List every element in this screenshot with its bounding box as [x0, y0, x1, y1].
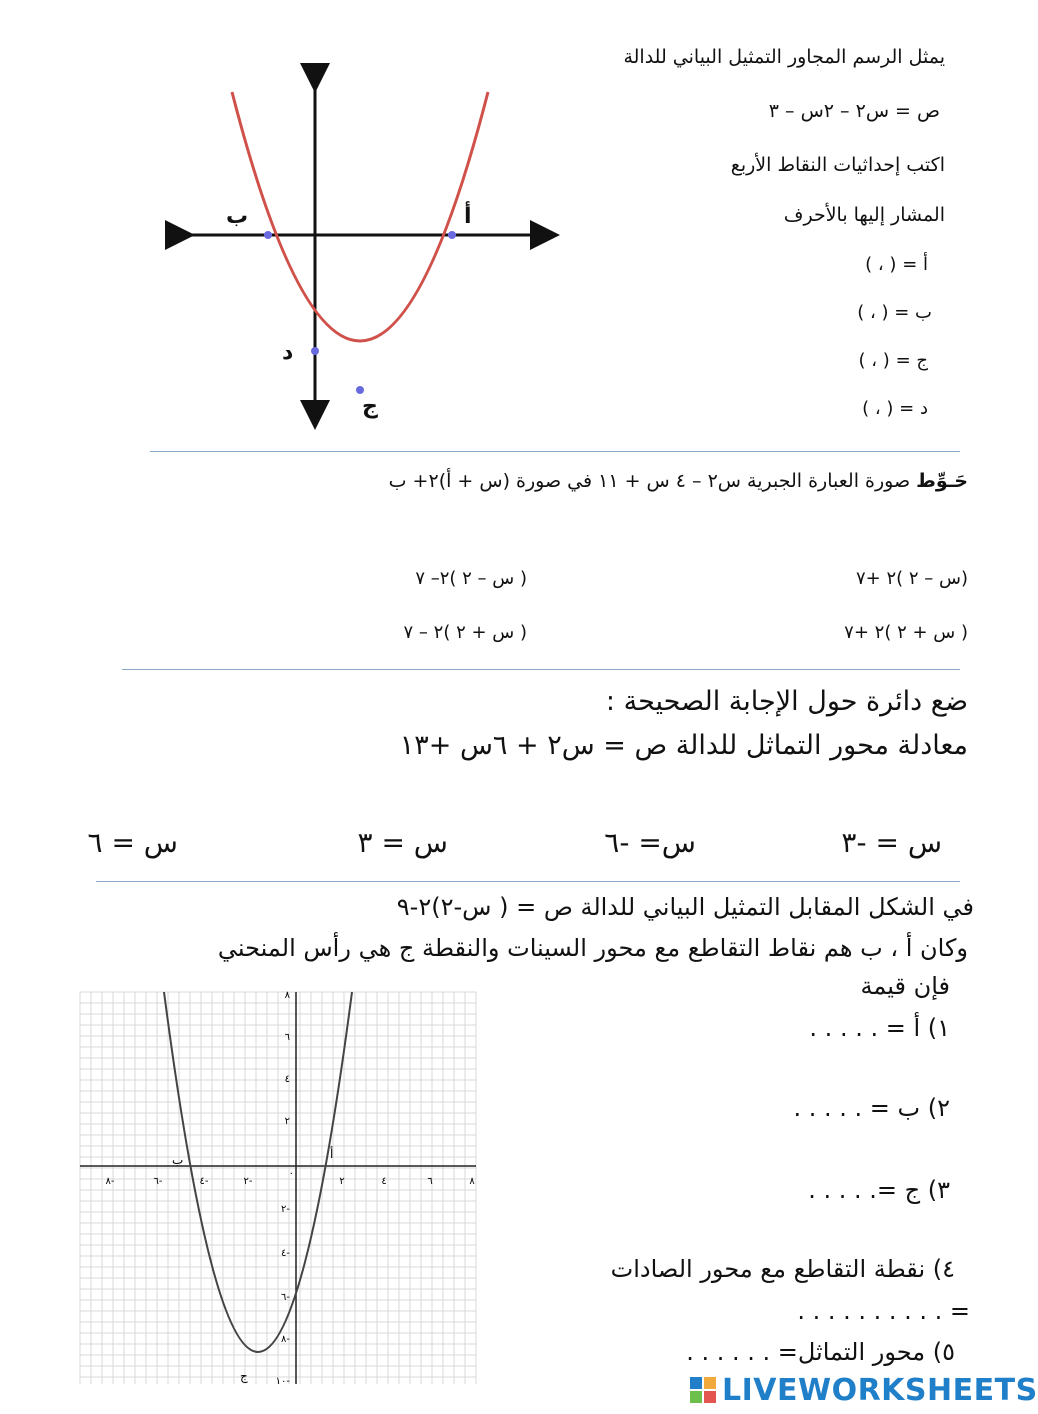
s2-prompt-verb: حَـوِّط	[916, 470, 968, 492]
s4-item-1[interactable]: ١) أ = . . . . .	[809, 1014, 950, 1042]
point-c-input[interactable]: ( ، )	[858, 350, 890, 371]
s4-line1: في الشكل المقابل التمثيل البياني للدالة ص = ( س-٢)٢-٩	[396, 893, 974, 921]
x-tick-label: ٦-	[153, 1176, 163, 1187]
y-tick-label: ٢-	[281, 1204, 290, 1215]
s2-prompt-text: صورة العبارة الجبرية س٢ – ٤ س + ١١ في صورة (س + أ)٢+ ب	[388, 470, 911, 492]
parabola-curve-2	[164, 992, 352, 1352]
s2-choice-4[interactable]: ( س + ٢ )٢ – ٧	[403, 622, 527, 643]
y-tick-label: ٢	[284, 1116, 290, 1127]
s4-line2: وكان أ ، ب هم نقاط التقاطع مع محور السينات والنقطة ج هي رأس المنحني	[217, 934, 968, 962]
point-c-marker	[356, 386, 364, 394]
y-tick-label: ٦-	[281, 1292, 290, 1303]
divider-3	[96, 881, 960, 882]
point-c-label: ج =	[895, 350, 928, 371]
s1-instruction-2: المشار إليها بالأحرف	[783, 204, 945, 226]
s3-option-3[interactable]: س = ٣	[357, 826, 448, 859]
x-tick-label: ٤-	[199, 1176, 209, 1187]
s2-choice-2[interactable]: ( س – ٢ )٢– ٧	[415, 568, 527, 589]
s2-choice-3[interactable]: ( س + ٢ )٢ +٧	[844, 622, 968, 643]
s3-instruction: ضع دائرة حول الإجابة الصحيحة :	[605, 686, 968, 717]
y-tick-label: ٦	[284, 1032, 290, 1043]
s3-option-1[interactable]: س = -٣	[841, 826, 942, 859]
s2-prompt	[389, 470, 968, 492]
x-tick-label: ٤	[381, 1176, 387, 1187]
y-tick-label: ٨	[284, 990, 290, 1001]
x-tick-label: ٦	[427, 1176, 433, 1187]
graph2-label-b: ب	[172, 1153, 184, 1167]
point-d-marker	[311, 347, 319, 355]
x-tick-label: ٨-	[105, 1176, 115, 1187]
divider-1	[150, 451, 960, 452]
s4-item-2[interactable]: ٢) ب = . . . . .	[793, 1094, 950, 1122]
s2-choice-1[interactable]: (س – ٢ )٢ +٧	[855, 568, 968, 589]
s1-intro: يمثل الرسم المجاور التمثيل البياني للدالة	[623, 46, 945, 68]
s3-option-4[interactable]: س = ٦	[87, 826, 178, 859]
s4-item-3[interactable]: ٣) ج =. . . . .	[808, 1176, 950, 1204]
s4-line3: فإن قيمة	[860, 972, 950, 1000]
liveworksheets-logo	[690, 1372, 1038, 1408]
parabola-graph-2	[80, 990, 476, 1387]
s4-item-4: ٤) نقطة التقاطع مع محور الصادات	[610, 1255, 955, 1283]
x-tick-label: ٨	[469, 1176, 475, 1187]
s4-item-5[interactable]: ٥) محور التماثل= . . . . . .	[686, 1338, 955, 1366]
point-a-input[interactable]: ( ، )	[865, 254, 897, 275]
point-d-label: د =	[899, 398, 928, 419]
parabola-graph-1	[170, 70, 560, 430]
point-c-row	[859, 350, 928, 371]
s3-option-2[interactable]: س= -٦	[604, 826, 696, 859]
point-d-row	[862, 398, 928, 419]
point-a-marker	[448, 231, 456, 239]
graph2-label-a: أ	[330, 1147, 334, 1161]
y-tick-label: ٤	[284, 1074, 290, 1085]
origin-label: ٠	[288, 1168, 294, 1179]
graph-label-c: ج	[362, 394, 378, 419]
point-d-input[interactable]: ( ، )	[862, 398, 894, 419]
graph2-label-c: ج	[240, 1369, 248, 1383]
parabola-curve	[232, 92, 488, 341]
y-tick-label: ٤-	[281, 1248, 290, 1259]
point-b-row	[857, 302, 932, 323]
divider-2	[122, 669, 960, 670]
logo-squares-icon	[690, 1377, 716, 1403]
y-tick-label: ١٠-	[275, 1376, 290, 1387]
point-a-label: أ =	[902, 254, 928, 275]
s3-question: معادلة محور التماثل للدالة ص = س٢ + ٦س +١٣	[399, 730, 968, 761]
graph-label-d: د	[282, 340, 294, 365]
point-a-row	[865, 254, 928, 275]
brand-text: LIVEWORKSHEETS	[722, 1372, 1038, 1408]
s4-item-4-answer[interactable]: = . . . . . . . . . .	[797, 1297, 970, 1325]
y-tick-label: ٨-	[281, 1334, 290, 1345]
s1-equation: ص = س٢ – ٢س – ٣	[768, 100, 940, 122]
point-b-label: ب =	[894, 302, 932, 323]
graph-label-b: ب	[226, 204, 249, 229]
x-tick-label: ٢	[339, 1176, 345, 1187]
s1-instruction: اكتب إحداثيات النقاط الأربع	[730, 154, 945, 176]
graph-label-a: أ	[464, 204, 472, 229]
grid	[80, 992, 476, 1384]
point-b-input[interactable]: ( ، )	[857, 302, 889, 323]
x-tick-label: ٢-	[243, 1176, 253, 1187]
point-b-marker	[264, 231, 272, 239]
